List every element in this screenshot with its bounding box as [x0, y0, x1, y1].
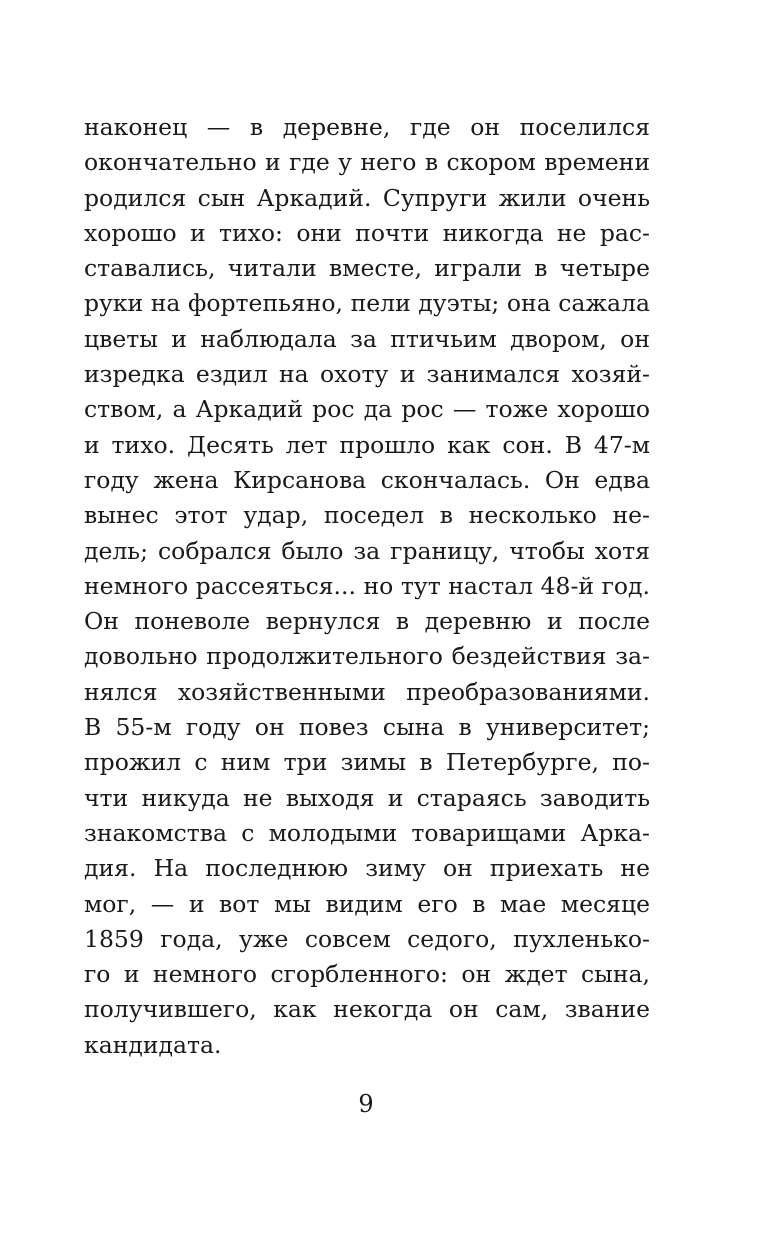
text-line-12: вынес этот удар, поседел в несколько не-: [84, 501, 650, 530]
text-line-3: родился сын Аркадий. Супруги жили очень: [84, 183, 650, 212]
text-line-19: прожил с ним три зимы в Петербурге, по-: [84, 748, 650, 777]
text-line-4: хорошо и тихо: они почти никогда не рас-: [84, 218, 650, 247]
text-line-21: знакомства с молодыми товарищами Арка-: [84, 818, 650, 847]
text-line-26: получившего, как некогда он сам, звание: [84, 995, 650, 1024]
text-line-18: В 55-м году он повез сына в университет;: [84, 713, 650, 742]
text-line-15: Он поневоле вернулся в деревню и после: [84, 607, 650, 636]
text-line-24: 1859 года, уже совсем седого, пухленько-: [84, 924, 650, 953]
text-line-6: руки на фортепьяно, пели дуэты; она сажала: [84, 289, 650, 318]
text-line-22: дия. На последнюю зиму он приехать не: [84, 854, 650, 883]
text-line-2: окончательно и где у него в скором времени: [84, 148, 650, 177]
text-line-7: цветы и наблюдала за птичьим двором, он: [84, 324, 650, 353]
text-line-10: и тихо. Десять лет прошло как сон. В 47-м: [84, 430, 650, 459]
text-line-9: ством, а Аркадий рос да рос — тоже хорошо: [84, 395, 650, 424]
text-line-13: дель; собрался было за границу, чтобы хотя: [84, 536, 650, 565]
text-line-8: изредка ездил на охоту и занимался хозяй-: [84, 360, 650, 389]
text-line-17: нялся хозяйственными преобразованиями.: [84, 677, 650, 706]
text-line-20: чти никуда не выходя и стараясь заводить: [84, 783, 650, 812]
body-text: [84, 110, 650, 1063]
text-line-23: мог, — и вот мы видим его в мае месяце: [84, 889, 650, 918]
text-line-1: наконец — в деревне, где он поселился: [84, 113, 650, 141]
page-number: 9: [358, 1090, 374, 1118]
text-line-11: году жена Кирсанова скончалась. Он едва: [84, 465, 650, 494]
text-line-25: го и немного сгорбленного: он ждет сына,: [84, 960, 650, 989]
text-line-5: ставались, читали вместе, играли в четыре: [84, 254, 650, 283]
text-line-16: довольно продолжительного бездействия за-: [84, 642, 650, 671]
text-line-27: кандидата.: [84, 1030, 222, 1059]
text-line-14: немного рассеяться... но тут настал 48-й год.: [84, 571, 650, 600]
